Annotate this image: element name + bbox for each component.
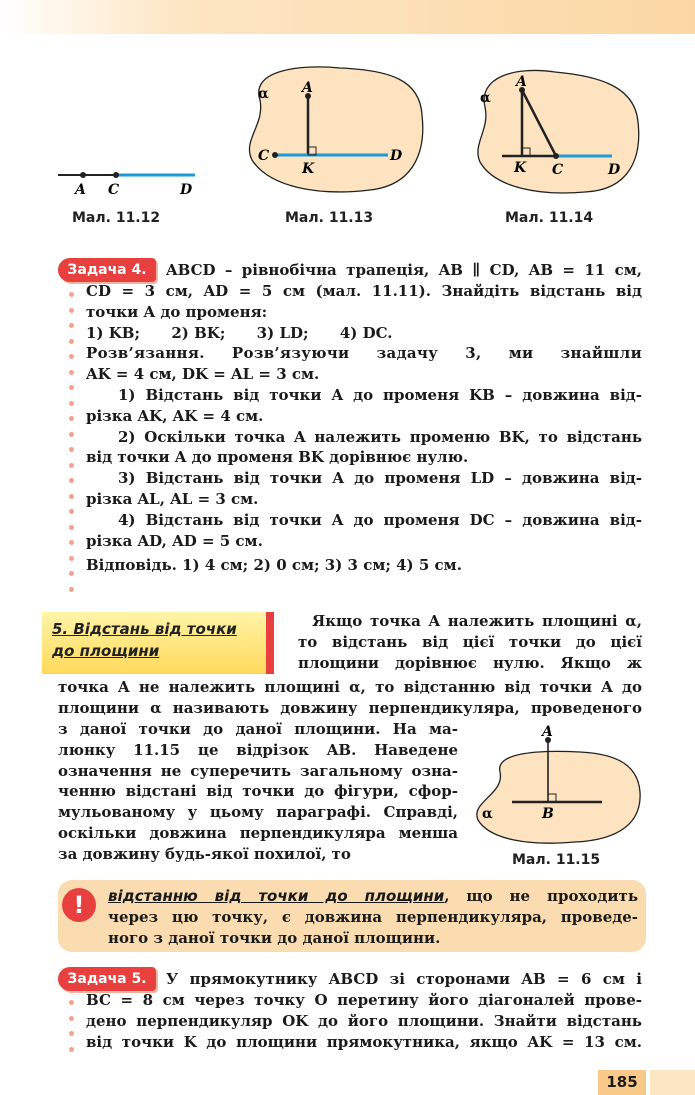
section5-left-line-1: з даної точки до даної площини. На ма-: [58, 720, 458, 738]
fig1113-label-c: C: [258, 148, 270, 164]
section5-title-1: 5. Відстань від точки: [52, 620, 237, 638]
fig1113-caption: Мал. 11.13: [285, 210, 374, 226]
fig1114-label-k: K: [514, 160, 527, 176]
task5-line-4: від точки K до площини прямокутника, якщо AK = 13 см.: [86, 1032, 642, 1051]
fig1113-label-a: A: [302, 80, 313, 96]
task5-badge: Задача 5.: [58, 967, 156, 991]
task4-line-13: 4) Відстань від точки A до променя DC – довжина від-: [118, 510, 642, 529]
section5-left-line-4: ченню відстані від точки до фігури, сфор-: [58, 782, 458, 801]
exclamation-icon: !: [62, 888, 96, 922]
fig1114-label-d: D: [608, 162, 621, 178]
task4-line-11: 3) Відстань від точки A до променя LD – довжина від-: [118, 469, 642, 488]
section5-right-line-1: Якщо точка A належить площині α,: [312, 612, 642, 630]
section5-right-line-2: то відстань від цієї точки до цієї: [298, 632, 642, 651]
top-decor-bar: [0, 0, 695, 34]
task4-line-4: 1) KB; 2) BK; 3) LD; 4) DC.: [86, 323, 393, 342]
task5-body: [86, 990, 642, 1052]
section5-left-text: [58, 719, 458, 865]
task4-dots: [69, 292, 75, 602]
figure-11-13: [240, 60, 430, 200]
section5-title-2: до площини: [52, 642, 160, 660]
section5-left-line-7: за довжину будь-якої похилої, то: [58, 844, 351, 863]
section5-left-line-3: означення не суперечить загальному озна-: [58, 761, 458, 780]
section5-full-line-2: площини α називають довжину перпендикуляра, проведеного: [58, 698, 642, 717]
figure-11-12: [50, 160, 210, 200]
task5-dots: [69, 1000, 75, 1062]
section5-left-line-6: оскільки довжина перпендикуляра менша: [58, 823, 458, 842]
note-line-2: через цю точку, є довжина перпендикуляра, проведе-: [108, 907, 638, 926]
task4-line-10: від точки A до променя BK дорівнює нулю.: [86, 448, 469, 467]
note-line-3: ного з даної точки до даної площини.: [108, 928, 441, 947]
figure-11-15: [470, 722, 650, 852]
fig1114-caption: Мал. 11.14: [505, 210, 594, 226]
section5-heading: [42, 612, 274, 674]
task4-badge: Задача 4.: [58, 258, 156, 282]
task5-first-line: [166, 969, 642, 990]
task4-line-3: точки A до променя:: [86, 302, 268, 321]
task5-line-1: У прямокутнику ABCD зі сторонами AB = 6 см і: [166, 970, 642, 988]
note-line-1-rest: , що не проходить: [444, 887, 638, 905]
fig1113-label-alpha: α: [258, 86, 269, 102]
task4-line-5: Розв’язання. Розв’язуючи задачу 3, ми знайшли: [86, 344, 642, 363]
fig1112-label-c: C: [108, 182, 120, 198]
page-number: 185: [598, 1070, 646, 1095]
figure-11-14: [470, 62, 660, 202]
page-strip: [650, 1070, 695, 1095]
task4-line-7: 1) Відстань від точки A до променя KB – довжина від-: [118, 385, 642, 404]
fig1115-label-alpha: α: [482, 806, 493, 822]
task4-line-2: CD = 3 см, AD = 5 см (мал. 11.11). Знайдіть відстань від: [86, 282, 642, 300]
fig1115-caption: Мал. 11.15: [512, 852, 601, 868]
fig1115-label-a: A: [542, 724, 553, 740]
fig1112-label-d: D: [180, 182, 193, 198]
fig1112-caption: Мал. 11.12: [72, 210, 161, 226]
task4-answer: Відповідь. 1) 4 см; 2) 0 см; 3) 3 см; 4) 5 см.: [86, 556, 462, 575]
task5-line-2: BC = 8 см через точку O перетину його діагоналей прове-: [86, 991, 642, 1009]
fig1113-label-d: D: [390, 148, 403, 164]
task4-text: [166, 260, 642, 281]
task4-line-6: AK = 4 см, DK = AL = 3 см.: [86, 365, 320, 384]
note-line-1: [108, 886, 638, 907]
task4-line-1: ABCD – рівнобічна трапеція, AB ∥ CD, AB = 11 см,: [166, 261, 642, 279]
fig1112-label-a: A: [75, 182, 86, 198]
task5-line-3: дено перпендикуляр OK до його площини. Знайти відстань: [86, 1011, 642, 1030]
fig1115-label-b: B: [542, 806, 554, 822]
task4-line-14: різка AD, AD = 5 см.: [86, 531, 263, 550]
section5-full-line-1: точка A не належить площині α, то відстанню від точки A до: [58, 678, 642, 696]
task4-line-12: різка AL, AL = 3 см.: [86, 489, 259, 508]
section5-left-line-5: мульованому у цьому параграфі. Справді,: [58, 803, 458, 822]
section5-left-line-2: люнку 11.15 це відрізок AB. Наведене: [58, 740, 458, 759]
section5-right-text: [298, 611, 642, 673]
note-emphasis: відстанню від точки до площини: [108, 887, 445, 905]
task4-body: [86, 281, 642, 576]
fig1113-label-k: K: [302, 161, 315, 177]
note-text: [108, 886, 638, 948]
fig1114-label-alpha: α: [480, 90, 491, 106]
task4-line-9: 2) Оскільки точка A належить променю BK, то відстань: [118, 427, 642, 446]
section5-right-line-3: площини дорівнює нулю. Якщо ж: [298, 653, 642, 672]
fig1114-label-c: C: [552, 162, 564, 178]
fig1114-label-a: A: [516, 74, 527, 90]
section5-full-text: [58, 677, 642, 719]
task4-line-8: різка AK, AK = 4 см.: [86, 406, 264, 425]
